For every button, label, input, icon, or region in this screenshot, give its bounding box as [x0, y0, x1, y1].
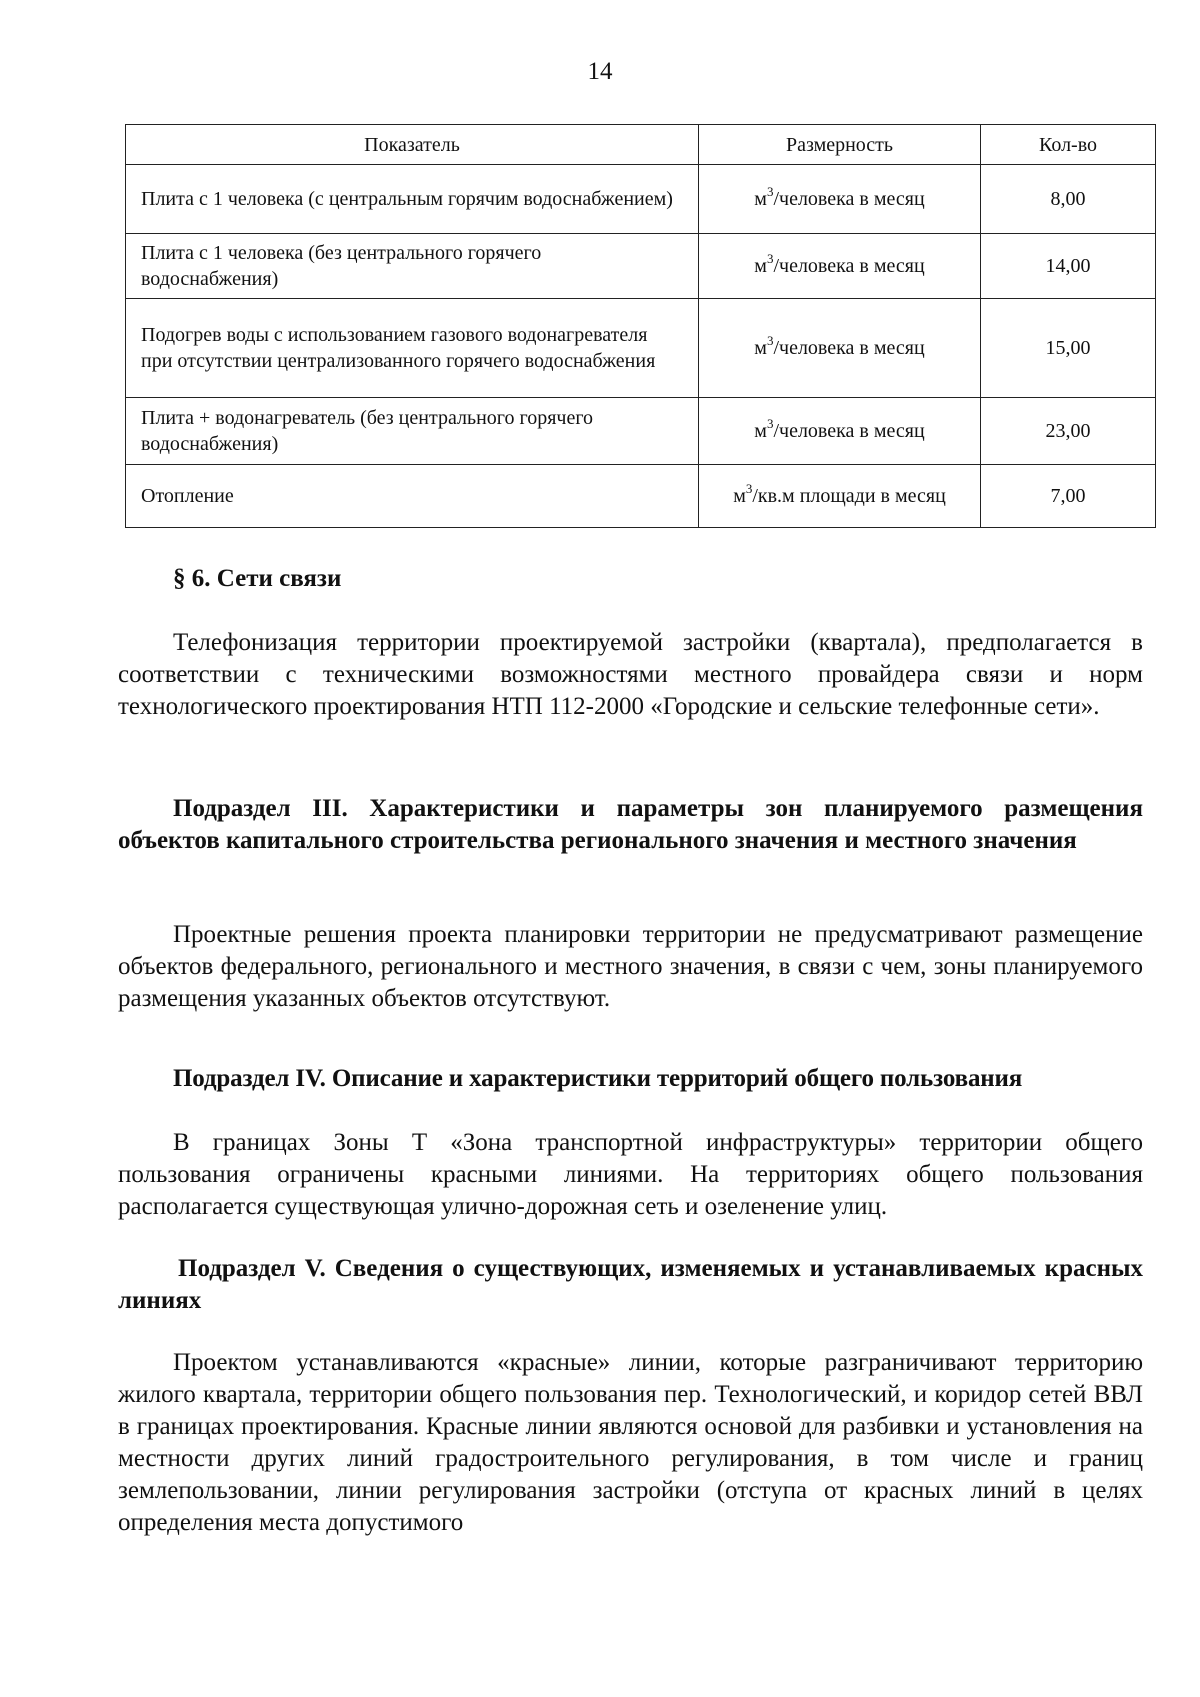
- section-6-paragraph: Телефонизация территории проектируемой застройки (квартала), предполагается в соответствии с техническими возможностями местного провайдера связи и норм технологического проектирования НТП 112-2000 «Городские и сельские телефонные сети».: [118, 629, 1143, 720]
- column-header-quantity: Кол-во: [981, 125, 1156, 165]
- table-row: [126, 165, 1156, 234]
- subsection-3-heading: Подраздел III. Характеристики и параметры зон планируемого размещения объектов капитального строительства регионального значения и местного значения: [118, 795, 1143, 854]
- table-row: [126, 398, 1156, 465]
- quantity-cell: 23,00: [981, 398, 1156, 465]
- subsection-4-paragraph: В границах Зоны Т «Зона транспортной инфраструктуры» территории общего пользования ограничены красными линиями. На территориях общего пользования располагается существующая улично-дорожная сеть и озеленение улиц.: [118, 1129, 1143, 1220]
- indicator-cell: Отопление: [126, 465, 699, 528]
- unit-cell: $м^3$/человека в месяц: [699, 165, 981, 234]
- quantity-cell: 14,00: [981, 234, 1156, 299]
- table-header-row: [126, 125, 1156, 165]
- gas-consumption-table: [125, 124, 1156, 528]
- unit-cell: $м^3$/человека в месяц: [699, 398, 981, 465]
- column-header-indicator: Показатель: [126, 125, 699, 165]
- table-row: [126, 465, 1156, 528]
- indicator-cell: Подогрев воды с использованием газового водонагревателя при отсутствии централизованного горячего водоснабжения: [126, 299, 699, 398]
- subsection-5-paragraph: Проектом устанавливаются «красные» линии, которые разграничивают территорию жилого квартала, территории общего пользования пер. Технологический, и коридор сетей ВВЛ в границах проектирования. Красные линии являются основой для разбивки и установления на местности других линий градостроительного регулирования, в том числе и границ землепользовании, линии регулирования застройки (отступа от красных линий в целях определения места допустимого: [118, 1349, 1143, 1536]
- subsection-5-heading: Подраздел V. Сведения о существующих, изменяемых и устанавливаемых красных линиях: [118, 1255, 1143, 1314]
- section-6-heading: § 6. Сети связи: [173, 565, 342, 592]
- unit-cell: $м^3$/человека в месяц: [699, 299, 981, 398]
- quantity-cell: 7,00: [981, 465, 1156, 528]
- table-row: [126, 234, 1156, 299]
- quantity-cell: 15,00: [981, 299, 1156, 398]
- indicator-cell: Плита с 1 человека (без центрального горячего водоснабжения): [126, 234, 699, 299]
- indicator-cell: Плита + водонагреватель (без центрального горячего водоснабжения): [126, 398, 699, 465]
- unit-cell: $м^3$/человека в месяц: [699, 234, 981, 299]
- quantity-cell: 8,00: [981, 165, 1156, 234]
- column-header-unit: Размерность: [699, 125, 981, 165]
- subsection-4-heading: Подраздел IV. Описание и характеристики территорий общего пользования: [173, 1065, 1023, 1092]
- indicator-cell: Плита с 1 человека (с центральным горячим водоснабжением): [126, 165, 699, 234]
- unit-cell: $м^3/кв.м$ площади в месяц: [699, 465, 981, 528]
- page-number: 14: [587, 58, 613, 85]
- subsection-3-paragraph: Проектные решения проекта планировки территории не предусматривают размещение объектов федерального, регионального и местного значения, в связи с чем, зоны планируемого размещения указанных объектов отсутствуют.: [118, 921, 1143, 1012]
- table-row: [126, 299, 1156, 398]
